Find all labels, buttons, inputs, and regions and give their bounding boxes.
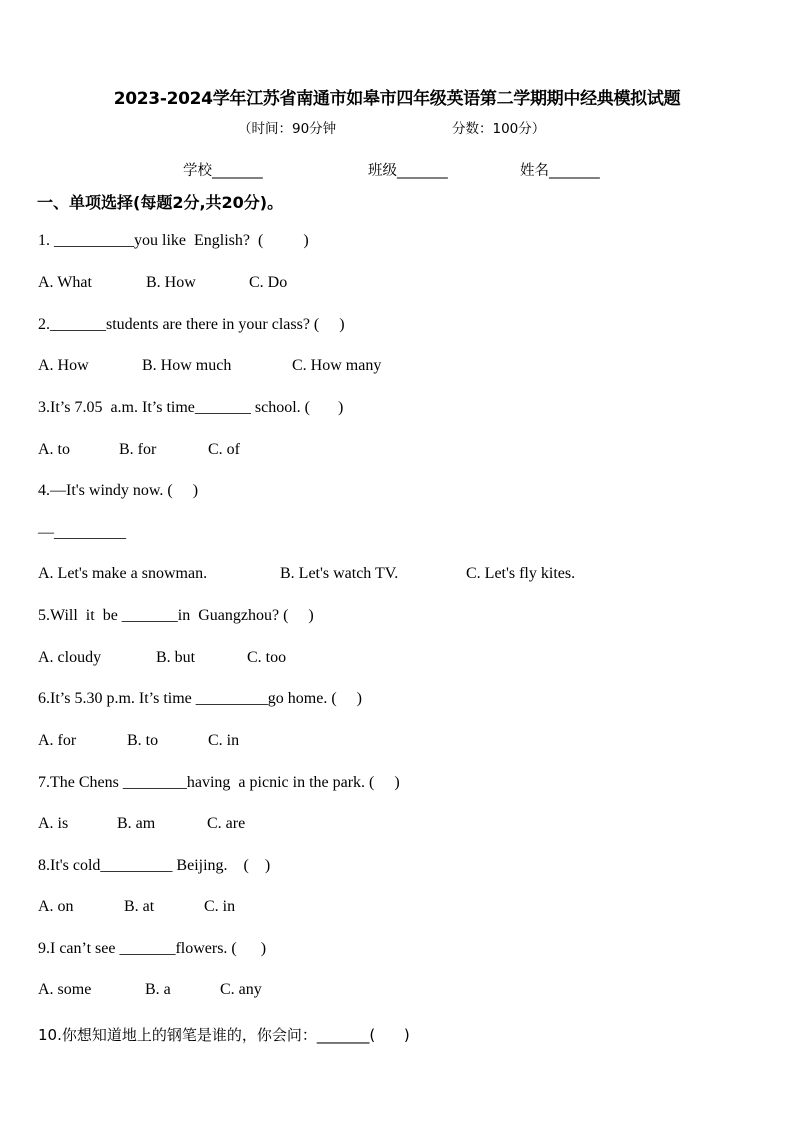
question-7: 7.The Chens ________having a picnic in the park. ( ) bbox=[38, 774, 400, 791]
q4-option-c: C. Let's fly kites. bbox=[466, 565, 576, 582]
q1-option-b: B. How bbox=[146, 274, 196, 291]
q7-option-a: A. is bbox=[38, 815, 69, 832]
q8-option-a: A. on bbox=[38, 898, 74, 915]
q9-option-b: B. a bbox=[145, 981, 171, 998]
q5-option-b: B. but bbox=[156, 649, 196, 666]
q3-option-a: A. to bbox=[38, 441, 70, 458]
question-9: 9.I can’t see _______flowers. ( ) bbox=[38, 940, 267, 957]
q4-option-a: A. Let's make a snowman. bbox=[38, 565, 208, 582]
q2-option-b: B. How much bbox=[142, 357, 232, 374]
question-8: 8.It's cold_________ Beijing. ( ) bbox=[38, 857, 271, 874]
name-field: 姓名_______ bbox=[520, 163, 600, 179]
q9-option-a: A. some bbox=[38, 981, 92, 998]
q1-option-a: A. What bbox=[38, 274, 92, 291]
q3-option-b: B. for bbox=[119, 441, 157, 458]
class-field: 班级_______ bbox=[368, 163, 448, 179]
q2-option-a: A. How bbox=[38, 357, 89, 374]
exam-time: （时间：90分钟 bbox=[238, 121, 337, 137]
question-10: 10.你想知道地上的钢笔是谁的，你会问：_______( ) bbox=[38, 1026, 410, 1044]
q9-option-c: C. any bbox=[220, 981, 262, 998]
exam-score: 分数：100分） bbox=[452, 121, 546, 137]
question-6: 6.It’s 5.30 p.m. It’s time _________go home. ( ) bbox=[38, 690, 362, 707]
q5-option-a: A. cloudy bbox=[38, 649, 102, 666]
q4-answer-line: —_________ bbox=[38, 524, 126, 541]
q5-option-c: C. too bbox=[247, 649, 287, 666]
q7-option-b: B. am bbox=[117, 815, 156, 832]
q3-option-c: C. of bbox=[208, 441, 240, 458]
q8-option-c: C. in bbox=[204, 898, 236, 915]
q6-option-b: B. to bbox=[127, 732, 159, 749]
question-5: 5.Will it be _______in Guangzhou? ( ) bbox=[38, 607, 314, 624]
question-3: 3.It’s 7.05 a.m. It’s time_______ school. ( ) bbox=[38, 399, 344, 416]
page-title: 2023-2024学年江苏省南通市如皋市四年级英语第二学期期中经典模拟试题 bbox=[113, 89, 681, 109]
q6-option-c: C. in bbox=[208, 732, 240, 749]
question-1: 1. __________you like English? ( ) bbox=[38, 232, 309, 249]
section-title: 一、单项选择(每题2分,共20分)。 bbox=[37, 193, 284, 212]
q4-option-b: B. Let's watch TV. bbox=[280, 565, 399, 582]
q8-option-b: B. at bbox=[124, 898, 155, 915]
question-2: 2._______students are there in your class? ( ) bbox=[38, 316, 345, 333]
q7-option-c: C. are bbox=[207, 815, 246, 832]
q1-option-c: C. Do bbox=[249, 274, 288, 291]
q2-option-c: C. How many bbox=[292, 357, 382, 374]
school-field: 学校_______ bbox=[183, 163, 263, 179]
q6-option-a: A. for bbox=[38, 732, 77, 749]
question-4: 4.—It's windy now. ( ) bbox=[38, 482, 199, 499]
